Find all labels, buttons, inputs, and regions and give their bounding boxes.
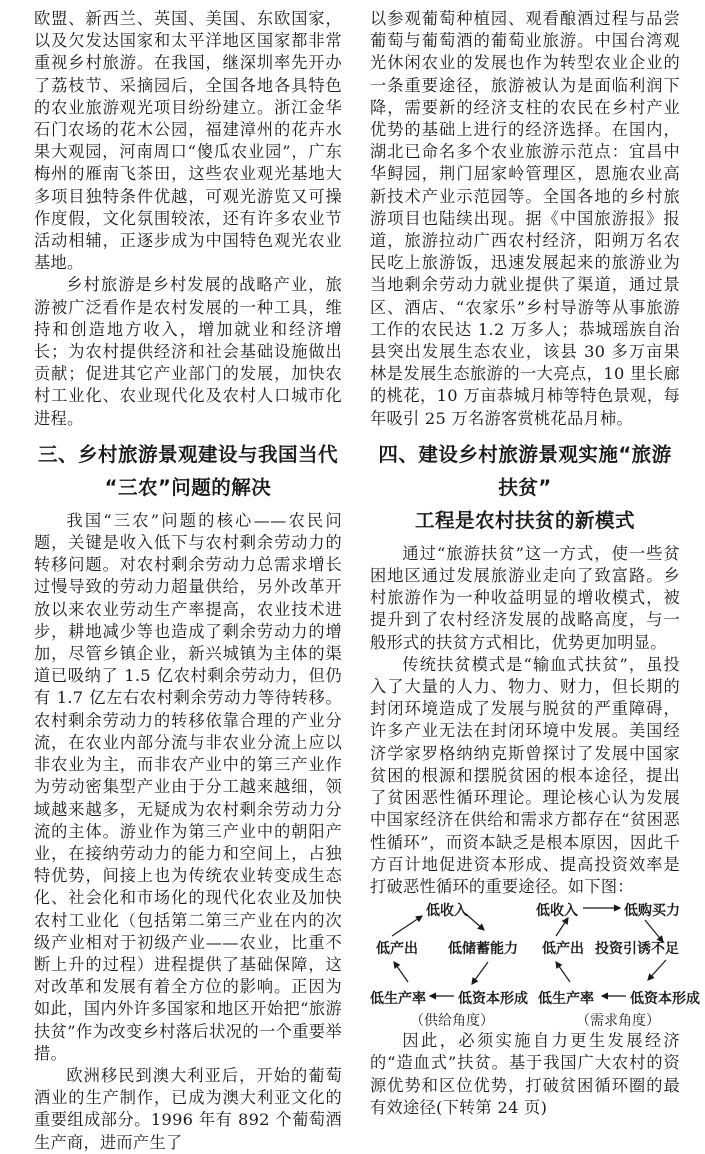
heading-line: 四、建设乡村旅游景观实施“旅游扶贫” (378, 442, 672, 499)
node-low-investment-incentive: 投资引诱不足 (595, 941, 679, 958)
node-low-capital: 低资本形成 (458, 991, 528, 1008)
node-low-savings: 低储蓄能力 (448, 941, 518, 958)
paragraph: 乡村旅游是乡村发展的战略产业，旅游被广泛看作是农村发展的一种工具，维持和创造地方收入，增加就业和经济增长；为农村提供经济和社会基础设施做出贡献；促进其它产业部门的发展，加快农村工业化、农业现代化及农村人口城市化进程。 (34, 275, 342, 428)
arrow (556, 918, 568, 936)
heading-line: “三农”问题的解决 (104, 475, 272, 499)
poverty-cycle-diagram (370, 900, 700, 1030)
arrow (392, 916, 422, 936)
arrow (466, 914, 484, 930)
paragraph: 我国“三农”问题的核心——农民问题，关键是收入低下与农村剩余劳动力的转移问题。对农村剩余劳动力总需求增长过慢导致的劳动力超量供给，另外改革开放以来农业劳动生产率提高，农业技术进步，耕地减少等也造成了剩余劳动力的增加，尽管乡镇企业，新兴城镇为主体的渠道已吸纳了 1.5 亿农村剩余劳动力，但仍有 1.7 亿左右农村剩余劳动力等待转移。农村剩余劳动力的转移依靠合理的产业分流，在农业内部分流与非农业分流上应以非农业为主，而非农产业中的第三产业作为劳动密集型产业由于分工越来越细，领域越来越多，无疑成为农村剩余劳动力分流的主体。游业作为第三产业中的朝阳产业，在接纳劳动力的能力和空间上，占独特优势，间接上也为传统农业转变成生态化、社会化和市场化的现代化农业及加快农村工业化（包括第二第三产业在内的次级产业相对于初级产业——农业，比重不断上升的过程）进程提供了基础保障，这对改革和发展有着全方位的影响。正因为如此，国内外许多国家和地区开始把“旅游扶贫”作为改变乡村落后状况的一个重要举措。 (34, 510, 342, 1063)
arrow (556, 962, 570, 982)
heading-line: 三、乡村旅游景观建设与我国当代 (37, 442, 338, 466)
node-low-income: 低收入 (426, 903, 468, 920)
paragraph: 欧盟、新西兰、英国、美国、东欧国家，以及欠发达国家和太平洋地区国家都非常重视乡村旅游。在我国，继深圳率先开办了荔枝节、采摘园后，全国各地各具特色的农业旅游观光项目纷纷建立。浙江金华石门农场的花木公园，福建漳州的花卉水果大观园，河南周口“傻瓜农业园”，广东梅州的雁南飞茶田，这些农业观光基地大多项目独特条件优越，可观光游览又可操作度假，文化氛围较浓，还有许多农业节活动相辅，正逐步成为中国特色观光农业基地。 (34, 9, 342, 273)
node-low-output: 低产出 (542, 941, 584, 958)
right-column (370, 8, 700, 1119)
node-low-purchasing-power: 低购买力 (624, 903, 680, 920)
section-heading-3 (34, 438, 342, 504)
paragraph: 以参观葡萄种植园、观看酿酒过程与品尝葡萄与葡萄酒的葡萄业旅游。中国台湾观光休闲农业的发展也作为转型农业企业的一条重要途径，旅游被认为是面临利润下降，需要新的经济支柱的农民在乡村产业优势的基础上进行的经济选择。在国内，湖北已命名多个农业旅游示范点：宜昌中华鲟园，荆门屈家岭管理区，恩施农业高新技术产业示范园等。全国各地的乡村旅游项目也陆续出现。据《中国旅游报》报道，旅游拉动广西农村经济，阳朔万名农民吃上旅游饭，迅速发展起来的旅游业为当地剩余劳动力就业提供了渠道，通过景区、酒店、“农家乐”乡村导游等从事旅游工作的农民达 1.2 万多人；恭城瑶族自治县突出发展生态农业，该县 30 多万亩果林是发展生态旅游的一大亮点，10 里长廊的桃花，10 万亩恭城月柿等特色景观，每年吸引 25 万名游客赏桃花品月柿。 (370, 9, 680, 428)
heading-line: 工程是农村扶贫的新模式 (414, 508, 635, 532)
node-low-income: 低收入 (536, 903, 578, 920)
arrow (394, 962, 408, 982)
section-heading-4 (370, 438, 680, 537)
left-column (34, 8, 342, 1154)
paragraph: 因此，必须实施自力更生发展经济的“造血式”扶贫。基于我国广大农村的资源优势和区位优势，打破贫困循环圈的最有效途径(下转第 24 页) (370, 1031, 680, 1117)
arrow (472, 962, 488, 984)
arrow (648, 960, 666, 980)
paragraph: 传统扶贫模式是“输血式扶贫”，虽投入了大量的人力、物力、财力，但长期的封闭环境造成了发展与脱贫的严重障碍，许多产业无法在封闭环境中发展。美国经济学家罗格纳纳克斯曾探讨了发展中国家贫困的根源和摆脱贫困的根本途径，提出了贫困恶性循环理论。理论核心认为发展中国家经济在供给和需求方都存在“贫困恶性循环”，而资本缺乏是根本原因，因此千方百计地促进资本形成、提高投资效率是打破恶性循环的重要途径。如下图： (370, 654, 680, 896)
paragraph: 通过“旅游扶贫”这一方式，使一些贫困地区通过发展旅游业走向了致富路。乡村旅游作为一种收益明显的增收模式，被提升到了农村经济发展的战略高度，与一般形式的扶贫方式相比，优势更加明显。 (370, 543, 680, 652)
node-low-productivity: 低生产率 (538, 991, 594, 1008)
node-low-capital: 低资本形成 (630, 991, 700, 1008)
node-low-productivity: 低生产率 (370, 991, 426, 1008)
demand-caption: （需求角度） (576, 1013, 660, 1030)
paragraph: 欧洲移民到澳大利亚后，开始的葡萄酒业的生产制作，已成为澳大利亚文化的重要组成部分。1996 年有 892 个葡萄酒生产商，进而产生了 (34, 1065, 342, 1152)
node-low-output: 低产出 (376, 941, 418, 958)
supply-caption: （供给角度） (410, 1013, 494, 1030)
